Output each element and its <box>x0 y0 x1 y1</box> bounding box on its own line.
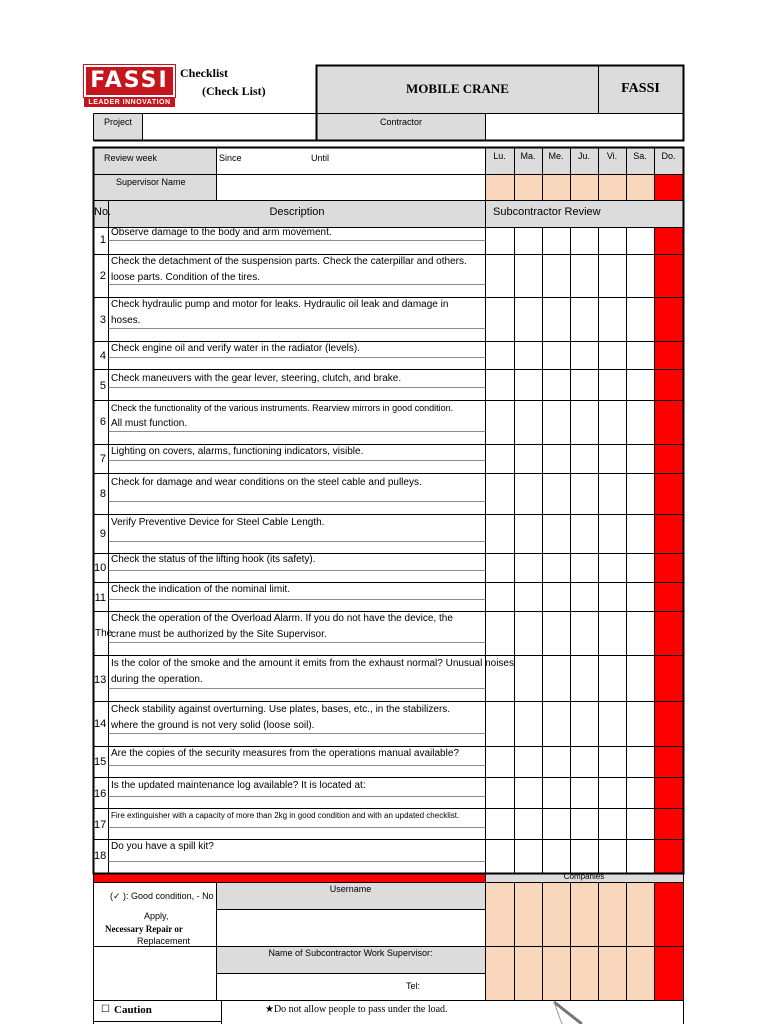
row-description: Fire extinguisher with a capacity of more than 2kg in good condition and with an updated checklist. <box>111 811 460 820</box>
companies-label: Companies <box>485 873 683 882</box>
row-description: Observe damage to the body and arm movement. <box>111 227 332 238</box>
logo-tagline: LEADER INNOVATION <box>84 98 175 107</box>
row-description: Are the copies of the security measures from the operations manual available? <box>111 748 459 759</box>
day-header: Ju. <box>570 148 598 174</box>
row-number: 2 <box>99 270 106 282</box>
row-number: 9 <box>99 528 106 540</box>
checklist-sub: (Check List) <box>202 84 266 98</box>
brand-title: FASSI <box>598 66 683 113</box>
day-header: Vi. <box>598 148 626 174</box>
row-number: 4 <box>99 350 106 362</box>
row-description: Check engine oil and verify water in the radiator (levels). <box>111 343 361 354</box>
day-header: Do. <box>654 148 683 174</box>
day-header: Ma. <box>514 148 542 174</box>
caution-icon: ☐ <box>101 1004 110 1015</box>
review-header: Subcontractor Review <box>493 206 601 218</box>
row-description: Check hydraulic pump and motor for leaks. Hydraulic oil leak and damage in hoses. <box>111 299 449 326</box>
legend-line-2: Apply, <box>144 911 169 921</box>
until-label: Until <box>311 153 330 163</box>
row-number: 6 <box>99 416 106 428</box>
row-number: 15 <box>94 756 107 768</box>
checklist-label: Checklist <box>180 66 228 80</box>
legend-line-4: Replacement <box>137 936 191 946</box>
since-label: Since <box>219 153 242 163</box>
row-description: Check for damage and wear conditions on the steel cable and pulleys. <box>111 477 422 488</box>
legend-line-1: (✓ ): Good condition, - No <box>110 891 214 901</box>
sub-supervisor-label: Name of Subcontractor Work Supervisor: <box>216 946 485 973</box>
row-number: 7 <box>99 453 106 465</box>
row-description: Is the updated maintenance log available? It is located at: <box>111 780 366 791</box>
row-number: 1 <box>99 234 106 246</box>
day-header: Sa. <box>626 148 654 174</box>
row-description: Lighting on covers, alarms, functioning indicators, visible. <box>111 446 364 457</box>
row-number: 14 <box>94 718 107 730</box>
review-week-label: Review week <box>94 148 216 174</box>
row-description: Check the operation of the Overload Alarm. If you do not have the device, the crane must be authorized by the Site Supervisor. <box>111 613 453 640</box>
row-description: Check the indication of the nominal limit. <box>111 584 290 595</box>
row-number: 18 <box>94 850 107 862</box>
form-title: MOBILE CRANE <box>317 66 598 113</box>
tel-label: Tel: <box>406 981 421 991</box>
row-description: Do you have a spill kit? <box>111 841 214 852</box>
row-number: 8 <box>99 488 106 500</box>
row-number: 10 <box>94 562 107 574</box>
project-label: Project <box>94 114 143 140</box>
row-description: Verify Preventive Device for Steel Cable Length. <box>111 517 325 528</box>
row-number: 5 <box>99 380 106 392</box>
row-description: Check maneuvers with the gear lever, steering, clutch, and brake. <box>111 373 402 384</box>
caution-note: ★Do not allow people to pass under the load. <box>265 1004 448 1015</box>
row-number: 11 <box>94 592 106 604</box>
contractor-label: Contractor <box>317 114 485 140</box>
day-header: Lu. <box>485 148 514 174</box>
row-number: 13 <box>94 674 107 686</box>
row-number: 3 <box>99 314 106 326</box>
day-header: Me. <box>542 148 570 174</box>
row-description: Check stability against overturning. Use plates, bases, etc., in the stabilizers. where the ground is not very solid (loose soil). <box>111 704 451 731</box>
supervisor-label: Supervisor Name <box>94 174 216 200</box>
description-header: Description <box>269 206 325 218</box>
row-number: The <box>95 628 113 639</box>
row-number: 17 <box>94 819 107 831</box>
row-description: Is the color of the smoke and the amount it emits from the exhaust normal? Unusual noises during the operation. <box>111 658 514 685</box>
no-header: No. <box>94 206 112 218</box>
legend-line-3: Necessary Repair or <box>105 924 183 934</box>
row-description: Check the status of the lifting hook (its safety). <box>111 554 316 565</box>
row-description: Check the functionality of the various instruments. Rearview mirrors in good condition. All must function. <box>111 403 454 429</box>
username-label: Username <box>216 882 485 909</box>
row-number: 16 <box>94 788 107 800</box>
caution-label: Caution <box>114 1004 152 1016</box>
row-description: Check the detachment of the suspension parts. Check the caterpillar and others. loose parts. Condition of the tires. <box>111 256 467 283</box>
logo-wordmark: FASSI <box>84 65 175 97</box>
